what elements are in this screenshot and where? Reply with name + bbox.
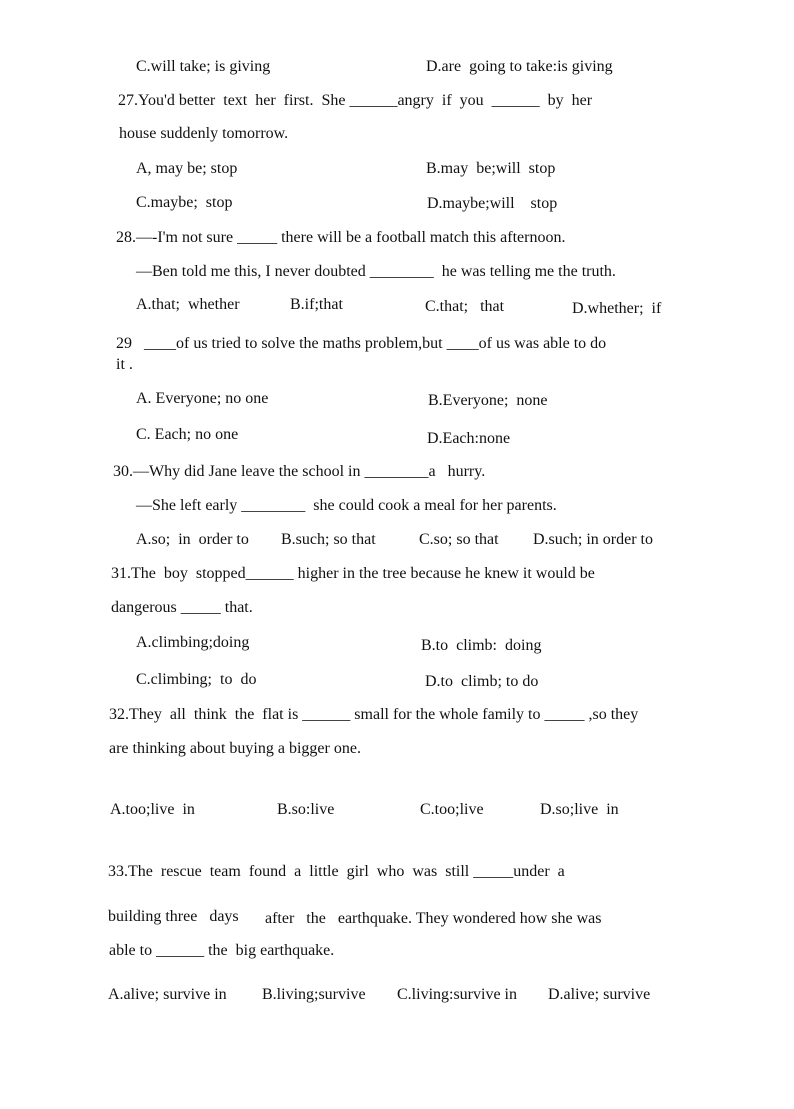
option-c: C.so; so that (419, 531, 499, 548)
question-stem-continued: after the earthquake. They wondered how she was (265, 910, 602, 927)
option-d: D.maybe;will stop (427, 195, 558, 212)
option-b: B.may be;will stop (426, 160, 556, 177)
question-stem: 27.You'd better text her first. She ______angry if you ______ by her (118, 92, 593, 109)
question-stem-continued: —Ben told me this, I never doubted ________ he was telling me the truth. (136, 263, 616, 280)
option-c: C.living:survive in (397, 986, 517, 1003)
option-a: A.too;live in (110, 801, 195, 818)
option-c: C.that; that (425, 298, 505, 315)
question-stem: 31.The boy stopped______ higher in the tree because he knew it would be (111, 565, 595, 582)
question-stem: 32.They all think the flat is ______ small for the whole family to _____ ,so they (109, 706, 639, 723)
option-b: B.so:live (277, 801, 335, 818)
option-a: A, may be; stop (136, 160, 238, 177)
option-b: B.such; so that (281, 531, 376, 548)
option-d: D.to climb; to do (425, 673, 539, 690)
option-b: B.Everyone; none (428, 392, 548, 409)
option-a: A.alive; survive in (108, 986, 227, 1003)
question-stem-continued: —She left early ________ she could cook a meal for her parents. (136, 497, 557, 514)
option-c: C.will take; is giving (136, 58, 271, 75)
option-c: C.too;live (420, 801, 484, 818)
question-stem: 28.—-I'm not sure _____ there will be a football match this afternoon. (116, 229, 566, 246)
option-a: A.so; in order to (136, 531, 249, 548)
question-stem: 33.The rescue team found a little girl who was still _____under a (108, 863, 565, 880)
option-d: D.whether; if (572, 300, 662, 317)
question-stem-continued: dangerous _____ that. (111, 599, 253, 616)
option-c: C.maybe; stop (136, 194, 233, 211)
option-a: A.that; whether (136, 296, 240, 313)
question-stem: 30.—Why did Jane leave the school in ________a hurry. (113, 463, 486, 480)
question-stem-continued: building three days (108, 908, 239, 925)
question-stem-continued: it . (116, 356, 133, 373)
option-d: D.such; in order to (533, 531, 653, 548)
question-stem: 29 ____of us tried to solve the maths problem,but ____of us was able to do (116, 335, 607, 352)
option-d: D.so;live in (540, 801, 619, 818)
option-c: C.climbing; to do (136, 671, 257, 688)
option-b: B.living;survive (262, 986, 366, 1003)
option-d: D.Each:none (427, 430, 511, 447)
option-a: A.climbing;doing (136, 634, 250, 651)
question-stem-continued: are thinking about buying a bigger one. (109, 740, 361, 757)
option-b: B.if;that (290, 296, 343, 313)
option-a: A. Everyone; no one (136, 390, 269, 407)
question-stem-continued: house suddenly tomorrow. (119, 125, 289, 142)
option-d: D.are going to take:is giving (426, 58, 613, 75)
option-b: B.to climb: doing (421, 637, 542, 654)
option-c: C. Each; no one (136, 426, 239, 443)
option-d: D.alive; survive (548, 986, 651, 1003)
question-stem-continued: able to ______ the big earthquake. (109, 942, 335, 959)
